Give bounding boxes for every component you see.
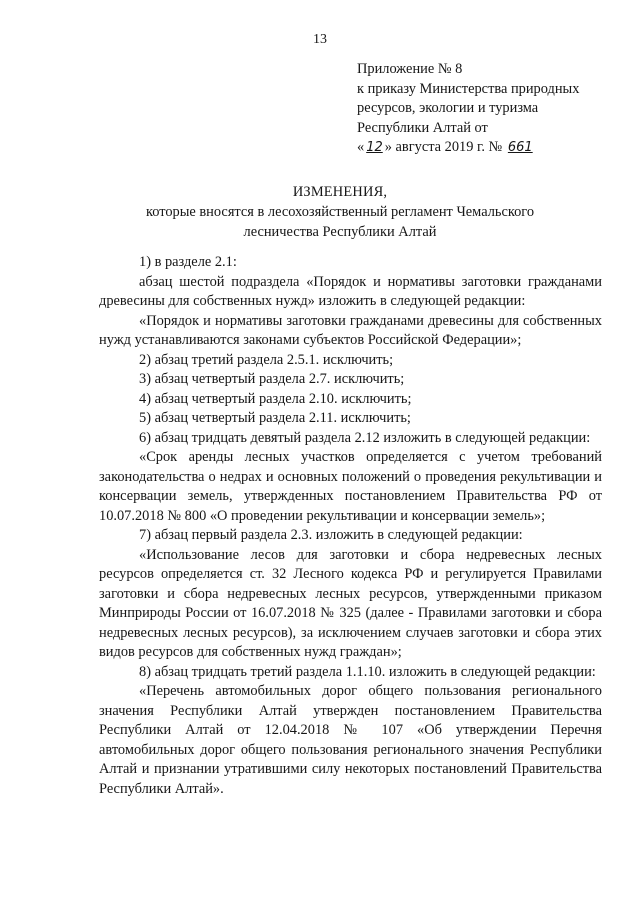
- appendix-date-line: [357, 138, 617, 158]
- date-open-quote: «: [357, 139, 365, 155]
- paragraph-4: 2) абзац третий раздела 2.5.1. исключить;: [139, 351, 394, 368]
- document-subtitle-line-2: лесничества Республики Алтай: [243, 224, 437, 240]
- handwritten-day: 12: [366, 140, 383, 155]
- paragraph-8: 6) абзац тридцать девятый раздела 2.12 изложить в следующей редакции:: [139, 429, 591, 446]
- appendix-line-order: к приказу Министерства природных: [357, 80, 580, 97]
- page-number: 13: [313, 32, 327, 47]
- paragraph-12: 8) абзац тридцать третий раздела 1.1.10. изложить в следующей редакции:: [139, 663, 596, 680]
- paragraph-11: «Использование лесов для заготовки и сбора недревесных лесных ресурсов определяется ст. 32 Лесного кодекса РФ и регулируется Правилами заготовки и сбора недревесных лесных ресурсов, утвержденными приказом Минприроды России от 16.07.2018 № 325 (далее - Правилами заготовки и сбора недревесных лесных ресурсов), за исключением случаев заготовки и сбора этих видов ресурсов для собственных нужд граждан»;: [99, 546, 602, 660]
- appendix-line-republic: Республики Алтай от: [357, 119, 488, 136]
- paragraph-2: абзац шестой подраздела «Порядок и нормативы заготовки гражданами древесины для собственных нужд» изложить в следующей редакции:: [99, 273, 602, 309]
- paragraph-13: «Перечень автомобильных дорог общего пользования регионального значения Республики Алтай утвержден постановлением Правительства Республики Алтай от 12.04.2018 № 107 «Об утверждении Перечня автомобильных дорог общего пользования регионального значения Республики Алтай и признании утратившими силу некоторых постановлений Правительства Республики Алтай».: [99, 683, 602, 797]
- appendix-line-ministry: ресурсов, экологии и туризма: [357, 100, 539, 116]
- handwritten-order-number: 661: [507, 140, 533, 155]
- paragraph-10: 7) абзац первый раздела 2.3. изложить в следующей редакции:: [139, 527, 523, 543]
- paragraph-7: 5) абзац четвертый раздела 2.11. исключить;: [139, 410, 411, 426]
- paragraph-9: «Срок аренды лесных участков определяется с учетом требований законодательства о недрах и основных положений о проведения рекультивации и консервации земель, утвержденных постановлением Правительства РФ от 10.07.2018 № 800 «О проведении рекультивации и консервации земель»;: [99, 449, 602, 524]
- document-heading: ИЗМЕНЕНИЯ,: [292, 184, 388, 200]
- document-body: [99, 253, 602, 799]
- appendix-header: [357, 60, 617, 158]
- paragraph-1: 1) в разделе 2.1:: [139, 254, 237, 270]
- document-title-block: [100, 182, 580, 242]
- paragraph-5: 3) абзац четвертый раздела 2.7. исключить;: [139, 371, 405, 387]
- document-subtitle-line-1: которые вносятся в лесохозяйственный регламент Чемальского: [145, 204, 535, 220]
- paragraph-3: «Порядок и нормативы заготовки гражданами древесины для собственных нужд устанавливаются законами субъектов Российской Федерации»;: [99, 312, 602, 348]
- paragraph-6: 4) абзац четвертый раздела 2.10. исключить;: [139, 390, 412, 407]
- date-month-year: » августа 2019 г. №: [384, 139, 503, 155]
- appendix-title: Приложение № 8: [357, 61, 463, 77]
